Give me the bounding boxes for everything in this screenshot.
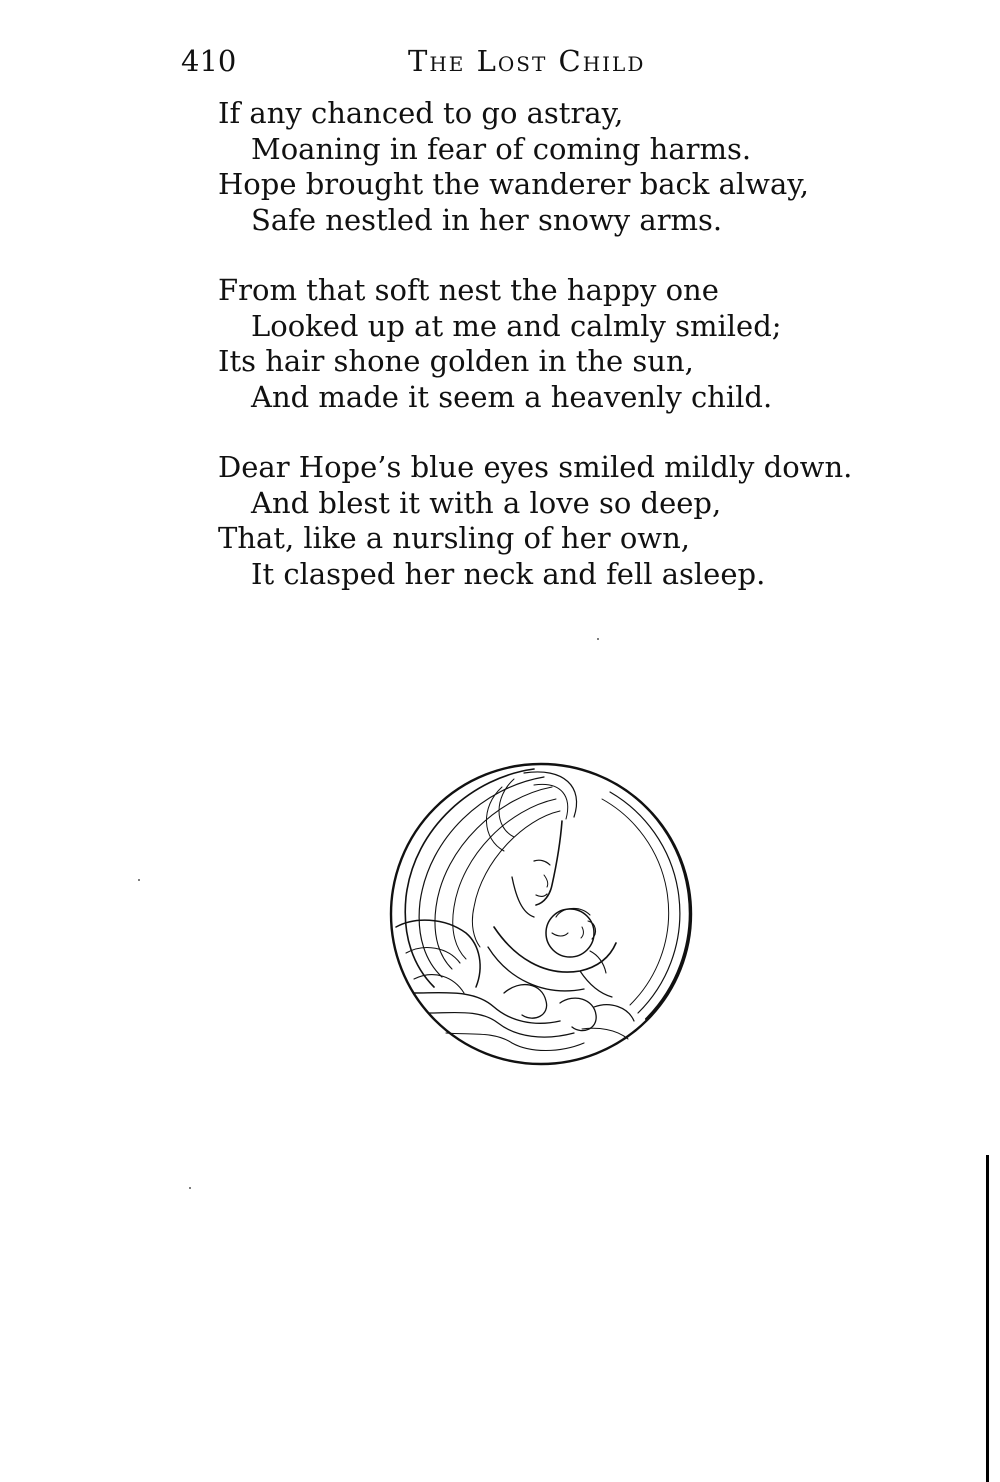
poem-line: And made it seem a heavenly child. [251, 379, 773, 414]
poem-line: It clasped her neck and fell asleep. [251, 556, 766, 591]
poem-line: And blest it with a love so deep, [251, 485, 722, 520]
running-title: The Lost Child [408, 44, 646, 78]
stanza [218, 96, 918, 238]
poem-line: Dear Hope’s blue eyes smiled mildly down. [218, 450, 853, 484]
ink-speck [597, 638, 599, 640]
ink-speck [138, 879, 140, 881]
poem-line: Looked up at me and calmly smiled; [251, 308, 782, 343]
poem-line: If any chanced to go astray, [218, 96, 624, 130]
stanza [218, 273, 918, 415]
ink-speck [189, 1187, 191, 1189]
stanza [218, 450, 918, 592]
poem-line: Hope brought the wanderer back alway, [218, 167, 810, 201]
poem-line: Moaning in fear of coming harms. [251, 131, 752, 166]
page-edge-rule [986, 1155, 989, 1482]
poem-line: From that soft nest the happy one [218, 273, 719, 307]
poem [218, 96, 918, 627]
poem-line: That, like a nursling of her own, [218, 521, 691, 555]
poem-line: Its hair shone golden in the sun, [218, 344, 694, 378]
page-number: 410 [181, 44, 237, 78]
mother-and-child-vignette-icon [384, 757, 698, 1071]
poem-line: Safe nestled in her snowy arms. [251, 202, 723, 237]
